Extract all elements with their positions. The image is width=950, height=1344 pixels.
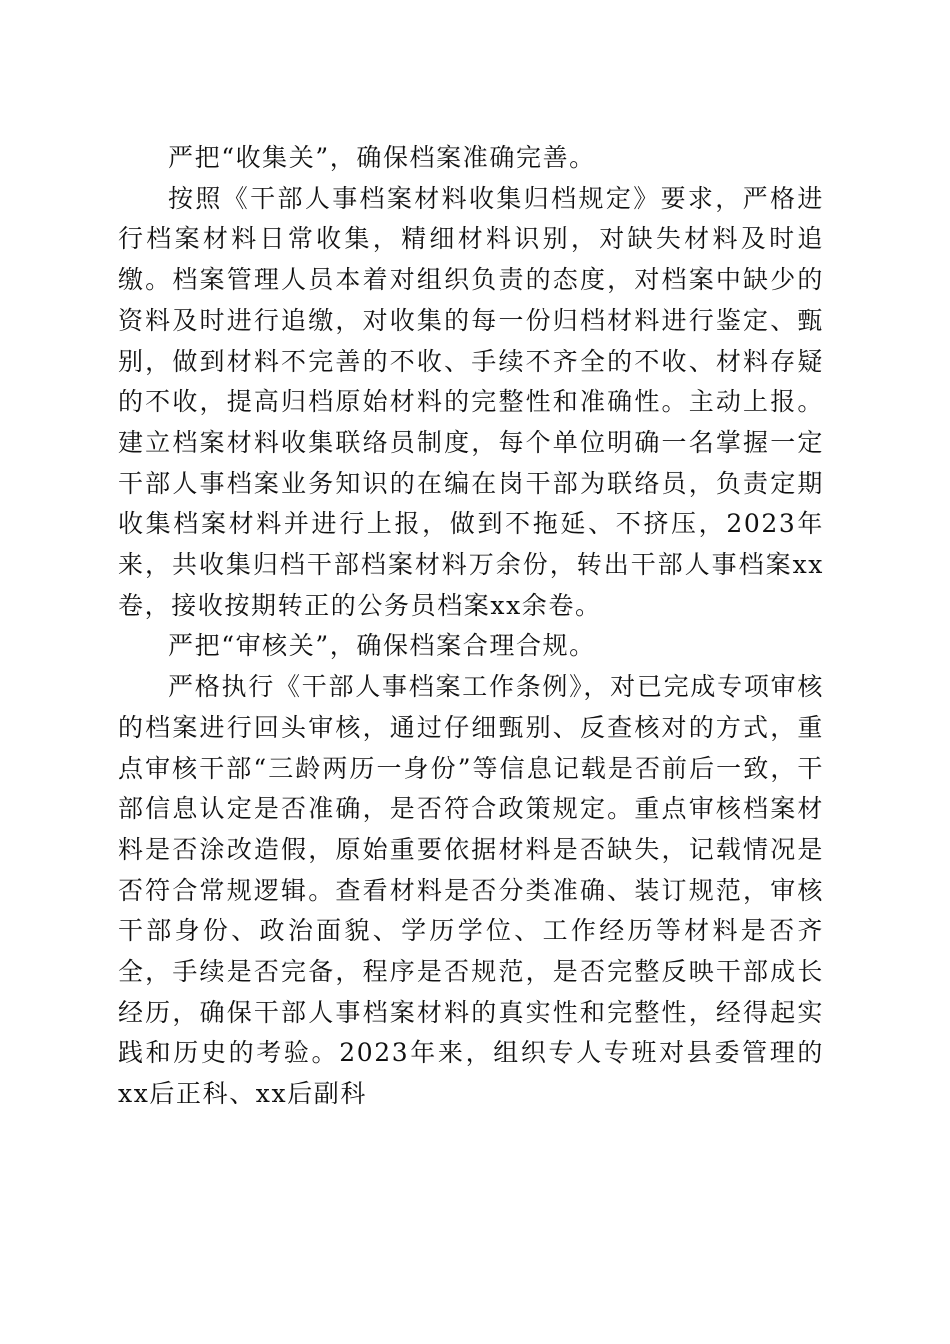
section-heading-review: 严把“审核关”，确保档案合理合规。 [168,631,596,661]
document-body [118,138,824,1115]
paragraph-review-details: 严格执行《干部人事档案工作条例》，对已完成专项审核的档案进行回头审核，通过仔细甄别、反查核对的方式，重点审核干部“三龄两历一身份”等信息记载是否前后一致，干部信息认定是否准确，是否符合政策规定。重点审核档案材料是否涂改造假，原始重要依据材料是否缺失，记载情况是否符合常规逻辑。查看材料是否分类准确、装订规范，审核干部身份、政治面貌、学历学位、工作经历等材料是否齐全，手续是否完备，程序是否规范，是否完整反映干部成长经历，确保干部人事档案材料的真实性和完整性，经得起实践和历史的考验。2023年来，组织专人专班对县委管理的xx后正科、xx后副科 [118,672,824,1109]
section-heading-collection: 严把“收集关”，确保档案准确完善。 [168,143,596,172]
paragraph-collection-details: 按照《干部人事档案材料收集归档规定》要求，严格进行档案材料日常收集，精细材料识别，对缺失材料及时追缴。档案管理人员本着对组织负责的态度，对档案中缺少的资料及时进行追缴，对收集的每一份归档材料进行鉴定、甄别，做到材料不完善的不收、手续不齐全的不收、材料存疑的不收，提高归档原始材料的完整性和准确性。主动上报。建立档案材料收集联络员制度，每个单位明确一名掌握一定干部人事档案业务知识的在编在岗干部为联络员，负责定期收集档案材料并进行上报，做到不拖延、不挤压，2023年来，共收集归档干部档案材料万余份，转出干部人事档案xx卷，接收按期转正的公务员档案xx余卷。 [118,183,824,620]
